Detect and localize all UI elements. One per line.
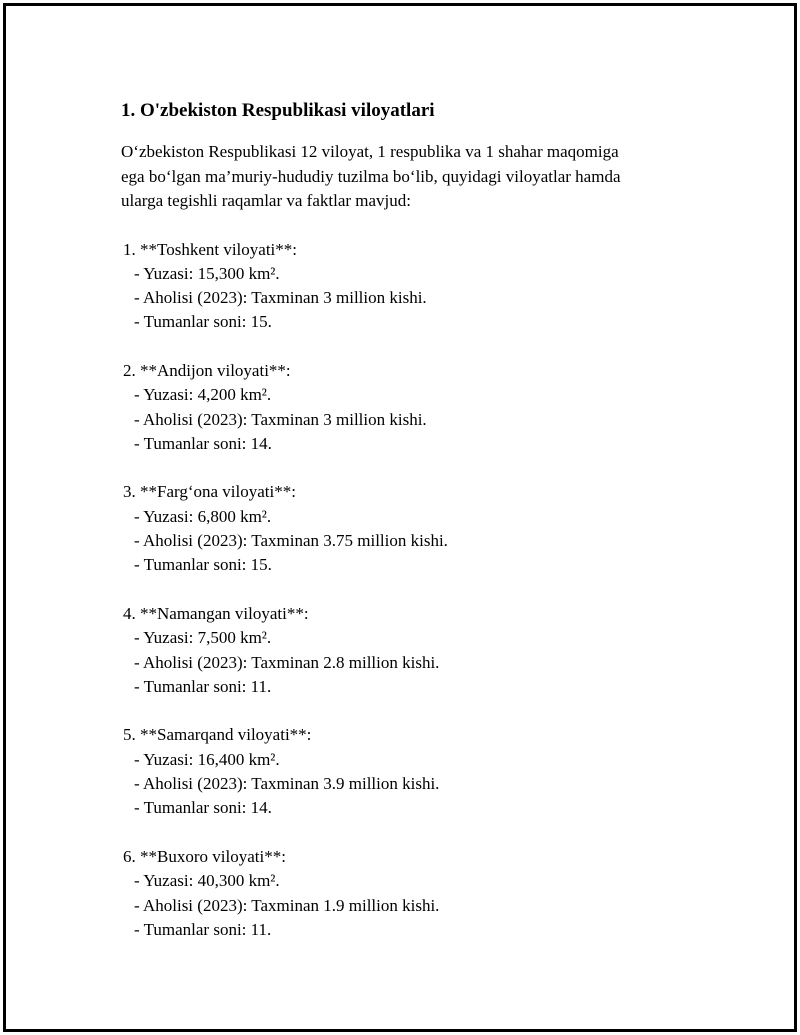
region-header: 5. **Samarqand viloyati**: xyxy=(123,725,312,745)
region-item xyxy=(121,845,721,942)
document-page xyxy=(3,3,797,1032)
region-area: - Yuzasi: 6,800 km². xyxy=(134,506,272,526)
region-districts: - Tumanlar soni: 11. xyxy=(134,676,272,696)
region-item xyxy=(121,359,721,456)
region-population: - Aholisi (2023): Taxminan 2.8 million kishi. xyxy=(134,652,440,672)
intro-line: ega bo‘lgan ma’muriy-hududiy tuzilma bo‘lib, quyidagi viloyatlar hamda xyxy=(121,166,621,186)
region-header: 2. **Andijon viloyati**: xyxy=(123,360,291,380)
region-population: - Aholisi (2023): Taxminan 1.9 million kishi. xyxy=(134,895,440,915)
region-area: - Yuzasi: 15,300 km². xyxy=(134,263,280,283)
region-districts: - Tumanlar soni: 15. xyxy=(134,312,272,332)
section-title: 1. O'zbekiston Respublikasi viloyatlari xyxy=(121,100,435,121)
region-districts: - Tumanlar soni: 15. xyxy=(134,555,272,575)
intro-line: O‘zbekiston Respublikasi 12 viloyat, 1 respublika va 1 shahar maqomiga xyxy=(121,142,619,161)
region-area: - Yuzasi: 40,300 km². xyxy=(134,871,280,891)
region-area: - Yuzasi: 16,400 km². xyxy=(134,749,280,769)
region-list xyxy=(121,238,721,943)
region-districts: - Tumanlar soni: 11. xyxy=(134,919,272,939)
region-districts: - Tumanlar soni: 14. xyxy=(134,433,272,453)
region-item xyxy=(121,238,721,335)
region-header: 3. **Farg‘ona viloyati**: xyxy=(123,482,296,502)
region-population: - Aholisi (2023): Taxminan 3 million kishi. xyxy=(134,288,427,308)
region-header: 4. **Namangan viloyati**: xyxy=(123,603,309,623)
region-item xyxy=(121,723,721,820)
intro-paragraph xyxy=(121,140,721,214)
region-area: - Yuzasi: 4,200 km². xyxy=(134,385,272,405)
intro-line: ularga tegishli raqamlar va faktlar mavjud: xyxy=(121,191,411,210)
region-districts: - Tumanlar soni: 14. xyxy=(134,798,272,818)
region-area: - Yuzasi: 7,500 km². xyxy=(134,628,272,648)
region-item xyxy=(121,480,721,577)
region-population: - Aholisi (2023): Taxminan 3.9 million kishi. xyxy=(134,774,440,794)
region-header: 1. **Toshkent viloyati**: xyxy=(123,239,297,259)
region-item xyxy=(121,602,721,699)
region-header: 6. **Buxoro viloyati**: xyxy=(123,846,286,866)
region-population: - Aholisi (2023): Taxminan 3.75 million kishi. xyxy=(134,531,448,551)
region-population: - Aholisi (2023): Taxminan 3 million kishi. xyxy=(134,409,427,429)
document-body xyxy=(121,96,721,966)
